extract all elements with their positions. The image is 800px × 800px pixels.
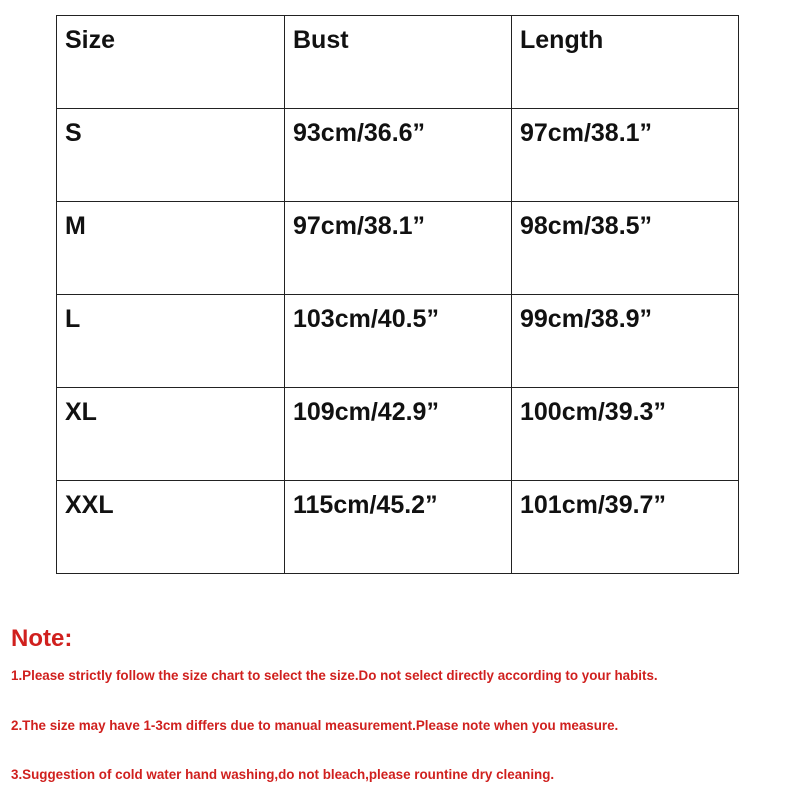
length-cell: 97cm/38.1”	[512, 109, 739, 202]
size-cell: S	[57, 109, 285, 202]
size-cell: M	[57, 202, 285, 295]
note-line-1: 1.Please strictly follow the size chart to select the size.Do not select directly according to your habits.	[11, 668, 658, 683]
note-line-3: 3.Suggestion of cold water hand washing,do not bleach,please rountine dry cleaning.	[11, 767, 555, 782]
bust-cell: 109cm/42.9”	[285, 388, 512, 481]
table-row	[57, 202, 739, 295]
bust-cell: 93cm/36.6”	[285, 109, 512, 202]
table-row	[57, 388, 739, 481]
length-cell: 99cm/38.9”	[512, 295, 739, 388]
size-chart-table	[56, 15, 739, 574]
note-line-2: 2.The size may have 1-3cm differs due to manual measurement.Please note when you measure.	[11, 718, 619, 733]
bust-cell: 103cm/40.5”	[285, 295, 512, 388]
note-title: Note:	[11, 625, 73, 652]
length-cell: 98cm/38.5”	[512, 202, 739, 295]
bust-cell: 97cm/38.1”	[285, 202, 512, 295]
length-cell: 101cm/39.7”	[512, 481, 739, 574]
header-size: Size	[57, 16, 285, 109]
header-length: Length	[512, 16, 739, 109]
header-bust: Bust	[285, 16, 512, 109]
table-row	[57, 295, 739, 388]
size-cell: XXL	[57, 481, 285, 574]
bust-cell: 115cm/45.2”	[285, 481, 512, 574]
table-header-row	[57, 16, 739, 109]
size-cell: XL	[57, 388, 285, 481]
table-row	[57, 109, 739, 202]
table-row	[57, 481, 739, 574]
size-cell: L	[57, 295, 285, 388]
length-cell: 100cm/39.3”	[512, 388, 739, 481]
